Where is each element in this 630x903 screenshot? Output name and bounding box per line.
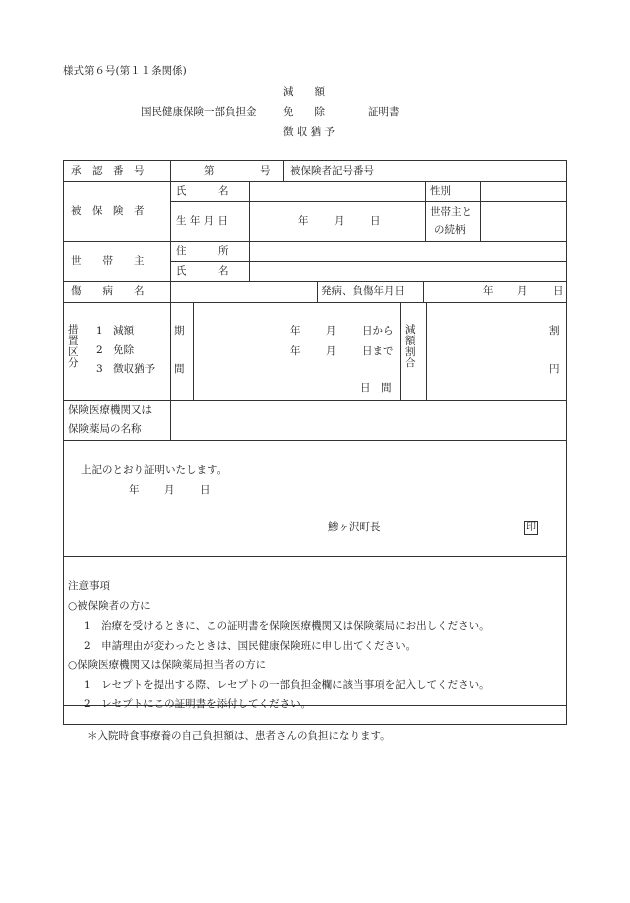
period-from-year: 年 xyxy=(290,325,301,337)
notes-item: 1 治療を受けるときに、この証明書を保険医療機関又は保険薬局にお出しください。 xyxy=(84,620,490,632)
title-option-defer: 徴 収 猶 予 xyxy=(283,126,336,138)
period-label-char: 間 xyxy=(174,363,185,375)
birth-month: 月 xyxy=(334,215,345,227)
birth-date-label: 生 年 月 日 xyxy=(176,215,229,227)
onset-year: 年 xyxy=(483,285,494,297)
birth-year: 年 xyxy=(298,215,309,227)
onset-date-label: 発病、負傷年月日 xyxy=(321,285,405,297)
insured-name-label: 氏 名 xyxy=(176,185,229,197)
ratio-en: 円 xyxy=(549,363,560,375)
birth-day: 日 xyxy=(370,215,381,227)
period-days: 日 間 xyxy=(360,382,392,394)
sex-label: 性別 xyxy=(430,185,451,197)
insured-person-label: 被 保 険 者 xyxy=(71,205,145,217)
approval-go: 号 xyxy=(260,165,271,177)
period-from-suffix: 日から xyxy=(362,325,394,337)
ratio-label-char: 合 xyxy=(405,357,416,369)
household-head-name-label: 氏 名 xyxy=(176,265,229,277)
mayor-title: 鯵ヶ沢町長 xyxy=(328,521,381,533)
measure-label-char: 措 xyxy=(68,324,79,336)
ratio-wari: 割 xyxy=(549,325,560,337)
institution-label-line2: 保険薬局の名称 xyxy=(68,423,142,435)
seal-mark: 印 xyxy=(526,522,536,533)
footer-note: ＊入院時食事療養の自己負担額は、患者さんの負担になります。 xyxy=(87,730,391,742)
notes-item: 2 レセプトにこの証明書を添付してください。 xyxy=(84,698,312,710)
measure-label-char: 分 xyxy=(68,357,79,369)
measure-option-defer: 3 徴収猶予 xyxy=(96,363,156,375)
title-prefix: 国民健康保険一部負担金 xyxy=(141,106,257,118)
measure-label-char: 区 xyxy=(68,346,79,358)
period-to-month: 月 xyxy=(326,345,337,357)
notes-item: 1 レセプトを提出する際、レセプトの一部負担金欄に該当事項を記入してください。 xyxy=(84,679,490,691)
notes-title: 注意事項 xyxy=(68,580,110,592)
institution-label-line1: 保険医療機関又は xyxy=(68,404,152,416)
ratio-label-char: 額 xyxy=(405,335,416,347)
certify-text: 上記のとおり証明いたします。 xyxy=(81,464,228,476)
title-suffix: 証明書 xyxy=(368,106,400,118)
title-option-reduce: 減 額 xyxy=(283,86,325,98)
onset-day: 日 xyxy=(553,285,564,297)
approval-dai: 第 xyxy=(204,165,215,177)
certify-year: 年 xyxy=(129,484,140,496)
approval-number-label: 承 認 番 号 xyxy=(71,165,145,177)
address-label: 住 所 xyxy=(176,245,229,257)
relation-label-line1: 世帯主と xyxy=(430,206,472,218)
period-to-year: 年 xyxy=(290,345,301,357)
form-number: 様式第６号(第１１条関係) xyxy=(63,65,187,77)
title-option-exempt: 免 除 xyxy=(283,106,325,118)
household-head-label: 世 帯 主 xyxy=(71,255,145,267)
period-to-suffix: 日まで xyxy=(362,345,394,357)
ratio-label-char: 割 xyxy=(405,346,416,358)
notes-item: 2 申請理由が変わったときは、国民健康保険班に申し出てください。 xyxy=(84,640,417,652)
relation-label-line2: の続柄 xyxy=(434,224,466,236)
period-label-char: 期 xyxy=(174,325,185,337)
certificate-form xyxy=(63,160,567,725)
measure-label-char: 置 xyxy=(68,335,79,347)
ratio-label-char: 減 xyxy=(405,324,416,336)
onset-month: 月 xyxy=(517,285,528,297)
insured-symbol-number-label: 被保険者記号番号 xyxy=(290,165,374,177)
measure-option-reduce: 1 減額 xyxy=(96,325,135,337)
period-from-month: 月 xyxy=(326,325,337,337)
certify-day: 日 xyxy=(200,484,211,496)
notes-group-insured: ○被保険者の方に xyxy=(68,600,151,612)
certify-month: 月 xyxy=(164,484,175,496)
measure-option-exempt: 2 免除 xyxy=(96,344,135,356)
disease-name-label: 傷 病 名 xyxy=(71,285,145,297)
notes-group-institution: ○保険医療機関又は保険薬局担当者の方に xyxy=(68,659,267,671)
